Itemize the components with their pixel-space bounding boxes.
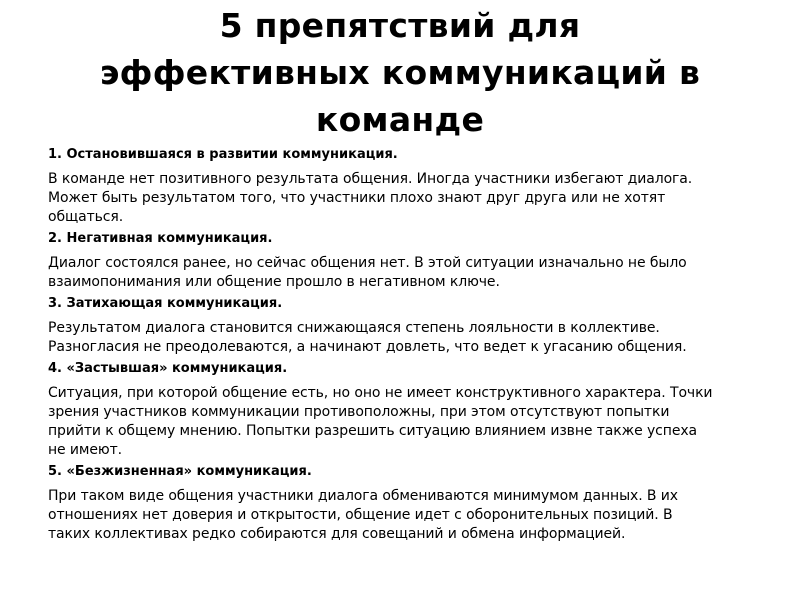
obstacle-heading: 3. Затихающая коммуникация. xyxy=(48,296,283,311)
obstacle-description xyxy=(48,487,768,544)
obstacle-description xyxy=(48,254,768,292)
description-line: Может быть результатом того, что участники плохо знают друг друга или не хотят xyxy=(48,190,666,206)
description-line: взаимопонимания или общение прошло в негативном ключе. xyxy=(48,274,500,290)
description-line: В команде нет позитивного результата общения. Иногда участники избегают диалога. xyxy=(48,171,693,187)
title-line: команде xyxy=(315,100,485,139)
obstacle-heading: 2. Негативная коммуникация. xyxy=(48,231,273,246)
obstacle-heading: 1. Остановившаяся в развитии коммуникация. xyxy=(48,147,398,162)
description-line: отношениях нет доверия и открытости, общение идет с оборонительных позиций. В xyxy=(48,507,673,523)
title-line: 5 препятствий для xyxy=(219,6,581,45)
obstacle-description xyxy=(48,319,768,357)
description-line: Разногласия не преодолеваются, а начинают довлеть, что ведет к угасанию общения. xyxy=(48,339,687,355)
description-line: Ситуация, при которой общение есть, но оно не имеет конструктивного характера. Точки xyxy=(48,385,713,401)
obstacle-item xyxy=(48,230,768,292)
obstacle-heading: 5. «Безжизненная» коммуникация. xyxy=(48,464,312,479)
description-line: прийти к общему мнению. Попытки разрешить ситуацию влиянием извне также успеха xyxy=(48,423,698,439)
slide-content xyxy=(48,146,768,547)
obstacle-item xyxy=(48,463,768,544)
obstacle-heading: 4. «Застывшая» коммуникация. xyxy=(48,361,288,376)
description-line: общаться. xyxy=(48,209,124,225)
description-line: При таком виде общения участники диалога обмениваются минимумом данных. В их xyxy=(48,488,678,504)
obstacle-item xyxy=(48,295,768,357)
obstacle-description xyxy=(48,384,768,460)
slide-title xyxy=(0,0,800,143)
obstacle-item xyxy=(48,146,768,227)
description-line: Диалог состоялся ранее, но сейчас общения нет. В этой ситуации изначально не было xyxy=(48,255,687,271)
description-line: таких коллективах редко собираются для совещаний и обмена информацией. xyxy=(48,526,626,542)
description-line: Результатом диалога становится снижающаяся степень лояльности в коллективе. xyxy=(48,320,660,336)
description-line: не имеют. xyxy=(48,442,122,458)
obstacle-description xyxy=(48,170,768,227)
title-line: эффективных коммуникаций в xyxy=(99,53,701,92)
obstacle-item xyxy=(48,360,768,460)
description-line: зрения участников коммуникации противоположны, при этом отсутствуют попытки xyxy=(48,404,670,420)
